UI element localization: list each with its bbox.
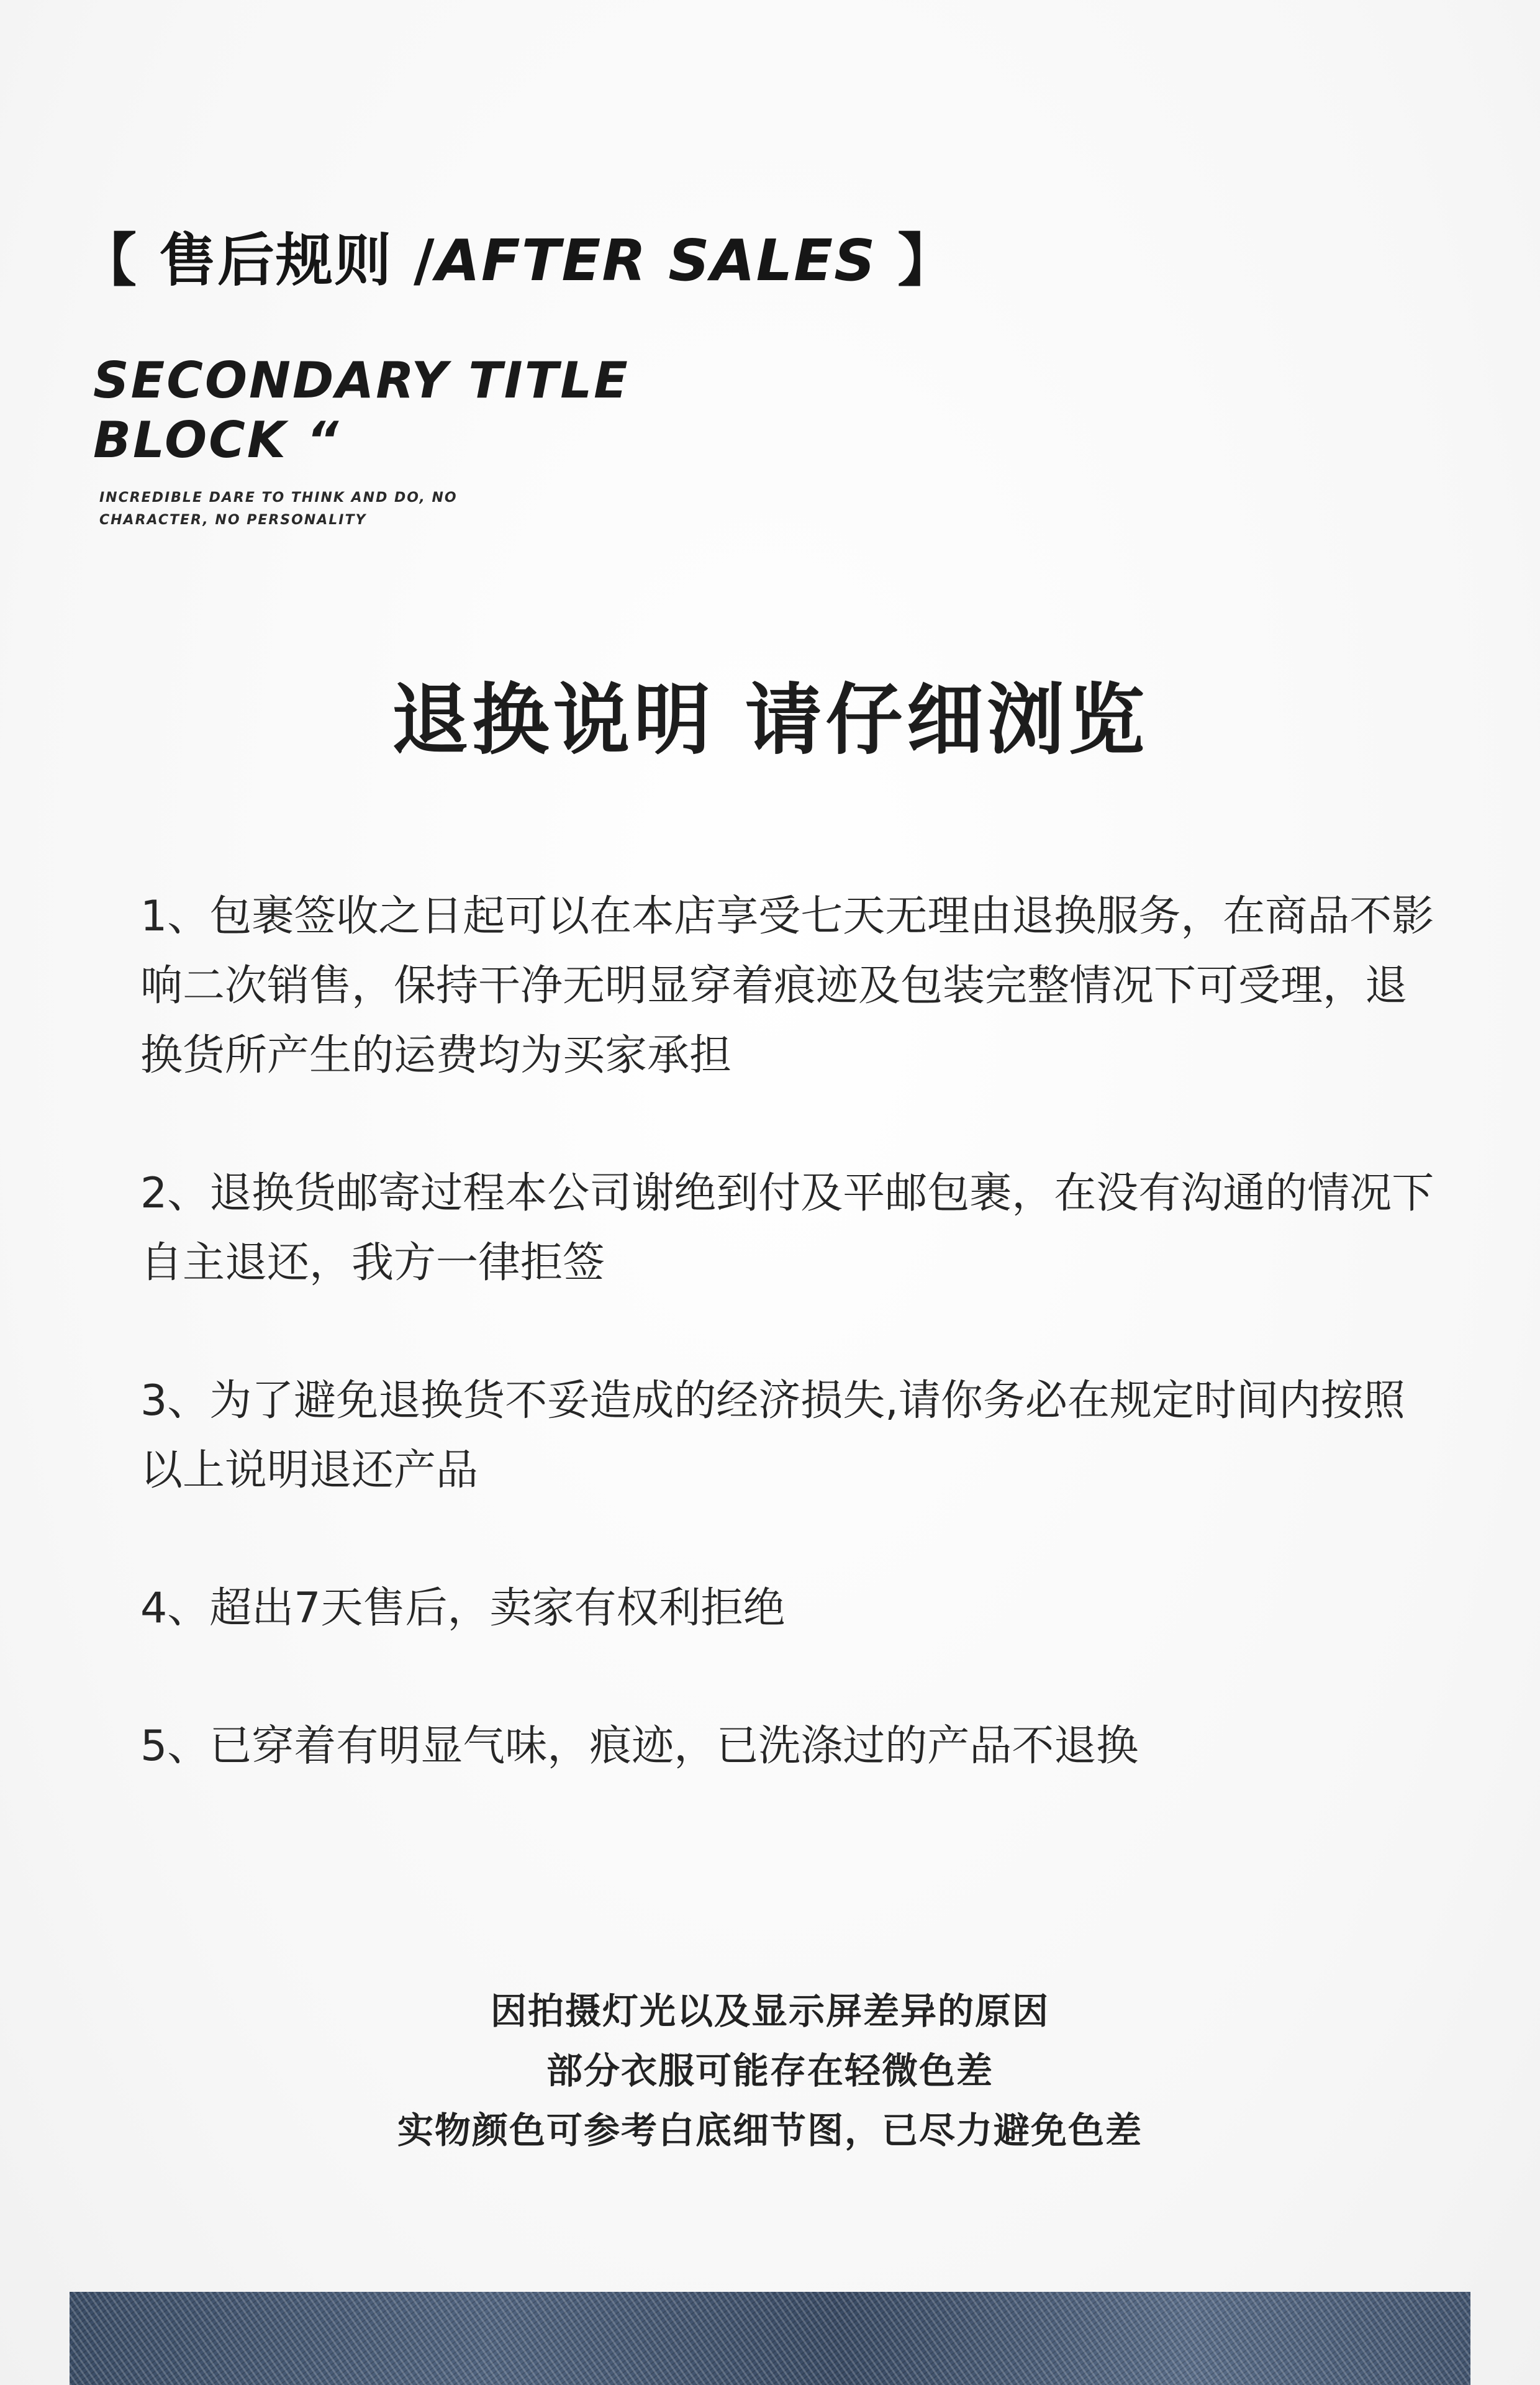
section-title: [79, 224, 956, 298]
denim-fabric-image: [70, 2292, 1470, 2385]
disclaimer-line: 实物颜色可参考白底细节图，已尽力避免色差: [397, 2109, 1143, 2151]
secondary-title-block: [93, 351, 776, 470]
disclaimer-line: 部分衣服可能存在轻微色差: [546, 2050, 994, 2092]
section-title-end: 】: [876, 227, 956, 294]
rule-item: 1、包裹签收之日起可以在本店享受七天无理由退换服务，在商品不影响二次销售，保持干净无明显穿着痕迹及包装完整情况下可受理，退换货所产生的运费均为买家承担: [140, 892, 1434, 1080]
rule-item: 2、退换货邮寄过程本公司谢绝到付及平邮包裹，在没有沟通的情况下自主退还，我方一律拒签: [140, 1169, 1434, 1288]
color-disclaimer: [0, 1981, 1540, 2160]
secondary-title-line2: BLOCK “: [93, 411, 341, 469]
rule-item: 5、已穿着有明显气味，痕迹，已洗涤过的产品不退换: [140, 1722, 1139, 1771]
secondary-tagline: INCREDIBLE DARE TO THINK AND DO, NO CHARACTER, NO PERSONALITY: [99, 490, 458, 528]
section-title-cn: 【 售后规则 /: [79, 227, 436, 294]
main-heading: 退换说明 请仔细浏览: [391, 676, 1149, 765]
secondary-title-line1: SECONDARY TITLE: [93, 352, 630, 409]
rule-item: 3、为了避免退换货不妥造成的经济损失,请你务必在规定时间内按照以上说明退还产品: [140, 1376, 1405, 1495]
disclaimer-line: 因拍摄灯光以及显示屏差异的原因: [490, 1990, 1049, 2032]
section-title-en: AFTER SALES: [435, 227, 877, 294]
rules-list: [140, 882, 1444, 1781]
rule-item: 4、超出7天售后，卖家有权利拒绝: [140, 1584, 786, 1633]
